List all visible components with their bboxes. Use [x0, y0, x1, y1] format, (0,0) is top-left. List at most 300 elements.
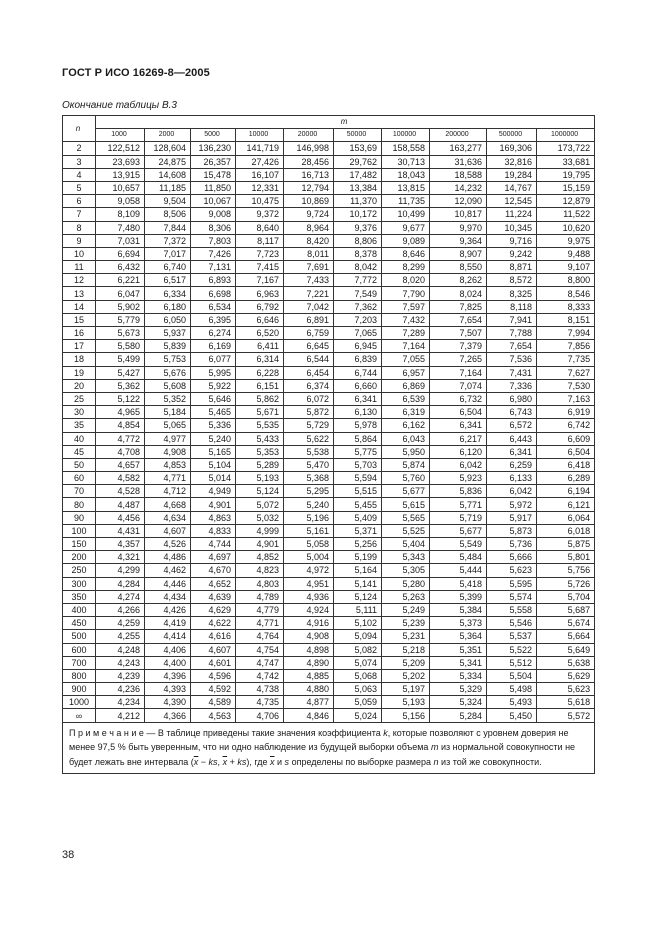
value-cell: 4,738	[236, 683, 284, 696]
table-row	[63, 683, 595, 696]
value-cell: 7,856	[537, 340, 595, 353]
value-cell: 5,801	[537, 551, 595, 564]
value-cell: 12,090	[430, 195, 487, 208]
n-cell: 4	[63, 168, 96, 181]
value-cell: 5,676	[145, 366, 191, 379]
n-cell: 5	[63, 181, 96, 194]
value-cell: 6,869	[382, 379, 430, 392]
value-cell: 6,018	[537, 524, 595, 537]
value-cell: 5,074	[334, 656, 382, 669]
value-cell: 9,242	[487, 247, 537, 260]
value-cell: 5,156	[382, 709, 430, 722]
m-value-header: 20000	[284, 129, 334, 142]
value-cell: 136,230	[191, 142, 236, 155]
value-cell: 4,607	[145, 524, 191, 537]
value-cell: 5,902	[96, 300, 145, 313]
value-cell: 7,017	[145, 247, 191, 260]
value-cell: 5,373	[430, 617, 487, 630]
value-cell: 9,716	[487, 234, 537, 247]
table-row	[63, 656, 595, 669]
value-cell: 6,064	[537, 511, 595, 524]
value-cell: 29,762	[334, 155, 382, 168]
value-cell: 6,645	[284, 340, 334, 353]
n-cell: 450	[63, 617, 96, 630]
table-row	[63, 590, 595, 603]
value-cell: 5,470	[284, 458, 334, 471]
value-cell: 5,184	[145, 406, 191, 419]
tolerance-factor-table	[62, 115, 595, 774]
value-cell: 9,107	[537, 261, 595, 274]
value-cell: 4,890	[284, 656, 334, 669]
value-cell: 7,431	[487, 366, 537, 379]
note-ks-2: ks	[237, 756, 247, 767]
value-cell: 5,249	[382, 603, 430, 616]
n-cell: 12	[63, 274, 96, 287]
value-cell: 4,634	[145, 511, 191, 524]
value-cell: 5,364	[430, 630, 487, 643]
table-row	[63, 300, 595, 313]
note-minus: −	[198, 756, 209, 767]
table-row	[63, 538, 595, 551]
value-cell: 5,202	[382, 669, 430, 682]
n-cell: 16	[63, 327, 96, 340]
value-cell: 4,936	[284, 590, 334, 603]
value-cell: 5,289	[236, 458, 284, 471]
note-part3: определены по выборке размера	[291, 756, 431, 767]
value-cell: 4,854	[96, 419, 145, 432]
value-cell: 7,289	[382, 327, 430, 340]
value-cell: 4,434	[145, 590, 191, 603]
n-cell: 13	[63, 287, 96, 300]
value-cell: 4,462	[145, 564, 191, 577]
note-xbar-2: $\overline{x}$	[222, 756, 228, 767]
value-cell: 5,032	[236, 511, 284, 524]
value-cell: 7,074	[430, 379, 487, 392]
table-row	[63, 445, 595, 458]
value-cell: 5,193	[236, 472, 284, 485]
value-cell: 5,329	[430, 683, 487, 696]
value-cell: 7,507	[430, 327, 487, 340]
value-cell: 5,565	[382, 511, 430, 524]
value-cell: 5,193	[382, 696, 430, 709]
value-cell: 4,284	[96, 577, 145, 590]
table-head	[63, 116, 595, 142]
value-cell: 5,546	[487, 617, 537, 630]
value-cell: 17,482	[334, 168, 382, 181]
value-cell: 5,756	[537, 564, 595, 577]
note-part2: из нормальной совокупности не будет лежать вне интервала (	[69, 742, 576, 767]
table-row	[63, 511, 595, 524]
value-cell: 7,164	[430, 366, 487, 379]
value-cell: 5,384	[430, 603, 487, 616]
value-cell: 5,065	[145, 419, 191, 432]
value-cell: 6,217	[430, 432, 487, 445]
value-cell: 7,164	[382, 340, 430, 353]
n-cell: 11	[63, 261, 96, 274]
value-cell: 5,504	[487, 669, 537, 682]
n-cell: 60	[63, 472, 96, 485]
m-value-header: 50000	[334, 129, 382, 142]
m-values-header-row	[63, 129, 595, 142]
table-row	[63, 709, 595, 722]
table-row	[63, 181, 595, 194]
n-cell: 900	[63, 683, 96, 696]
value-cell: 6,504	[537, 445, 595, 458]
value-cell: 16,713	[284, 168, 334, 181]
value-cell: 5,864	[334, 432, 382, 445]
value-cell: 153,69	[334, 142, 382, 155]
value-cell: 7,167	[236, 274, 284, 287]
table-row	[63, 366, 595, 379]
value-cell: 11,850	[191, 181, 236, 194]
table-row	[63, 155, 595, 168]
value-cell: 18,043	[382, 168, 430, 181]
n-cell: 40	[63, 432, 96, 445]
value-cell: 8,011	[284, 247, 334, 260]
value-cell: 5,256	[334, 538, 382, 551]
value-cell: 4,898	[284, 643, 334, 656]
value-cell: 7,432	[382, 313, 430, 326]
table-row	[63, 340, 595, 353]
value-cell: 6,443	[487, 432, 537, 445]
value-cell: 7,203	[334, 313, 382, 326]
value-cell: 5,465	[191, 406, 236, 419]
value-cell: 8,262	[430, 274, 487, 287]
value-cell: 6,963	[236, 287, 284, 300]
value-cell: 5,753	[145, 353, 191, 366]
value-cell: 4,431	[96, 524, 145, 537]
value-cell: 6,919	[537, 406, 595, 419]
value-cell: 6,228	[236, 366, 284, 379]
value-cell: 6,130	[334, 406, 382, 419]
value-cell: 6,534	[191, 300, 236, 313]
value-cell: 5,450	[487, 709, 537, 722]
value-cell: 7,131	[191, 261, 236, 274]
value-cell: 4,972	[284, 564, 334, 577]
value-cell: 10,172	[334, 208, 382, 221]
n-cell: 2	[63, 142, 96, 155]
value-cell: 6,162	[382, 419, 430, 432]
value-cell: 6,891	[284, 313, 334, 326]
value-cell: 4,419	[145, 617, 191, 630]
value-cell: 5,014	[191, 472, 236, 485]
value-cell: 8,871	[487, 261, 537, 274]
value-cell: 4,589	[191, 696, 236, 709]
value-cell: 5,595	[487, 577, 537, 590]
value-cell: 4,266	[96, 603, 145, 616]
value-cell: 7,372	[145, 234, 191, 247]
value-cell: 163,277	[430, 142, 487, 155]
value-cell: 4,885	[284, 669, 334, 682]
value-cell: 7,790	[382, 287, 430, 300]
value-cell: 5,677	[382, 485, 430, 498]
note-part1: , которые позволяют с уровнем доверия не менее 97,5 % быть уверенным, что ни одно наблюдение из будущей выборки объема	[69, 727, 569, 753]
value-cell: 10,817	[430, 208, 487, 221]
value-cell: 5,239	[382, 617, 430, 630]
n-cell: 350	[63, 590, 96, 603]
document-id-header: ГОСТ Р ИСО 16269-8—2005	[62, 67, 210, 79]
table-row	[63, 498, 595, 511]
value-cell: 5,295	[284, 485, 334, 498]
value-cell: 6,151	[236, 379, 284, 392]
value-cell: 5,368	[284, 472, 334, 485]
value-cell: 12,331	[236, 181, 284, 194]
value-cell: 7,549	[334, 287, 382, 300]
note-xbar-1: $\overline{x}$	[193, 756, 199, 767]
value-cell: 7,426	[191, 247, 236, 260]
value-cell: 6,609	[537, 432, 595, 445]
value-cell: 8,640	[236, 221, 284, 234]
table-note-row	[63, 722, 595, 774]
value-cell: 5,455	[334, 498, 382, 511]
value-cell: 5,371	[334, 524, 382, 537]
value-cell: 5,674	[537, 617, 595, 630]
m-value-header: 1000000	[537, 129, 595, 142]
value-cell: 5,623	[487, 564, 537, 577]
value-cell: 27,426	[236, 155, 284, 168]
value-cell: 13,815	[382, 181, 430, 194]
value-cell: 4,744	[191, 538, 236, 551]
value-cell: 5,068	[334, 669, 382, 682]
note-xbar-3: $\overline{x}$	[269, 756, 275, 767]
value-cell: 4,772	[96, 432, 145, 445]
value-cell: 6,120	[430, 445, 487, 458]
value-cell: 8,806	[334, 234, 382, 247]
table-row	[63, 313, 595, 326]
value-cell: 7,265	[430, 353, 487, 366]
value-cell: 5,351	[430, 643, 487, 656]
n-cell: 250	[63, 564, 96, 577]
table-row	[63, 247, 595, 260]
m-value-header: 100000	[382, 129, 430, 142]
value-cell: 6,289	[537, 472, 595, 485]
value-cell: 5,836	[430, 485, 487, 498]
value-cell: 7,941	[487, 313, 537, 326]
value-cell: 173,722	[537, 142, 595, 155]
value-cell: 5,427	[96, 366, 145, 379]
table-row	[63, 419, 595, 432]
value-cell: 4,406	[145, 643, 191, 656]
value-cell: 9,488	[537, 247, 595, 260]
n-cell: 18	[63, 353, 96, 366]
value-cell: 5,537	[487, 630, 537, 643]
value-cell: 5,687	[537, 603, 595, 616]
table-row	[63, 458, 595, 471]
value-cell: 6,050	[145, 313, 191, 326]
value-cell: 5,538	[284, 445, 334, 458]
value-cell: 7,055	[382, 353, 430, 366]
value-cell: 9,089	[382, 234, 430, 247]
value-cell: 4,823	[236, 564, 284, 577]
value-cell: 6,759	[284, 327, 334, 340]
value-cell: 5,124	[236, 485, 284, 498]
value-cell: 6,418	[537, 458, 595, 471]
value-cell: 32,816	[487, 155, 537, 168]
value-cell: 5,995	[191, 366, 236, 379]
value-cell: 7,530	[537, 379, 595, 392]
value-cell: 128,604	[145, 142, 191, 155]
value-cell: 7,788	[487, 327, 537, 340]
value-cell: 5,664	[537, 630, 595, 643]
note-and: и	[277, 756, 283, 767]
value-cell: 5,280	[382, 577, 430, 590]
value-cell: 5,399	[430, 590, 487, 603]
m-value-header: 200000	[430, 129, 487, 142]
value-cell: 7,735	[537, 353, 595, 366]
value-cell: 10,869	[284, 195, 334, 208]
value-cell: 5,498	[487, 683, 537, 696]
table-row	[63, 577, 595, 590]
n-cell: 9	[63, 234, 96, 247]
value-cell: 6,042	[430, 458, 487, 471]
value-cell: 33,681	[537, 155, 595, 168]
value-cell: 4,951	[284, 577, 334, 590]
value-cell: 5,336	[191, 419, 236, 432]
value-cell: 4,255	[96, 630, 145, 643]
value-cell: 7,772	[334, 274, 382, 287]
value-cell: 4,924	[284, 603, 334, 616]
n-cell: 150	[63, 538, 96, 551]
value-cell: 5,444	[430, 564, 487, 577]
value-cell: 6,169	[191, 340, 236, 353]
value-cell: 6,077	[191, 353, 236, 366]
value-cell: 5,165	[191, 445, 236, 458]
value-cell: 8,299	[382, 261, 430, 274]
value-cell: 11,370	[334, 195, 382, 208]
value-cell: 6,374	[284, 379, 334, 392]
value-cell: 6,744	[334, 366, 382, 379]
value-cell: 8,506	[145, 208, 191, 221]
n-cell: 7	[63, 208, 96, 221]
value-cell: 5,622	[284, 432, 334, 445]
value-cell: 4,526	[145, 538, 191, 551]
value-cell: 9,975	[537, 234, 595, 247]
value-cell: 4,601	[191, 656, 236, 669]
value-cell: 5,873	[487, 524, 537, 537]
value-cell: 10,657	[96, 181, 145, 194]
value-cell: 10,620	[537, 221, 595, 234]
value-cell: 4,754	[236, 643, 284, 656]
value-cell: 4,414	[145, 630, 191, 643]
value-cell: 5,703	[334, 458, 382, 471]
value-cell: 5,004	[284, 551, 334, 564]
value-cell: 8,378	[334, 247, 382, 260]
value-cell: 10,499	[382, 208, 430, 221]
value-cell: 4,486	[145, 551, 191, 564]
table-row	[63, 353, 595, 366]
value-cell: 5,231	[382, 630, 430, 643]
value-cell: 4,901	[191, 498, 236, 511]
value-cell: 6,572	[487, 419, 537, 432]
value-cell: 5,341	[430, 656, 487, 669]
value-cell: 6,341	[487, 445, 537, 458]
value-cell: 5,671	[236, 406, 284, 419]
value-cell: 4,239	[96, 669, 145, 682]
value-cell: 11,224	[487, 208, 537, 221]
value-cell: 4,916	[284, 617, 334, 630]
value-cell: 15,478	[191, 168, 236, 181]
value-cell: 4,949	[191, 485, 236, 498]
value-cell: 26,357	[191, 155, 236, 168]
value-cell: 24,875	[145, 155, 191, 168]
value-cell: 6,274	[191, 327, 236, 340]
table-row	[63, 195, 595, 208]
table-row	[63, 234, 595, 247]
value-cell: 5,666	[487, 551, 537, 564]
data-table-container	[62, 115, 594, 774]
value-cell: 5,111	[334, 603, 382, 616]
note-k: k	[383, 727, 388, 738]
value-cell: 9,677	[382, 221, 430, 234]
note-s: s	[284, 756, 290, 767]
value-cell: 12,794	[284, 181, 334, 194]
value-cell: 6,072	[284, 392, 334, 405]
value-cell: 5,343	[382, 551, 430, 564]
value-cell: 31,636	[430, 155, 487, 168]
value-cell: 15,159	[537, 181, 595, 194]
value-cell: 8,020	[382, 274, 430, 287]
value-cell: 4,582	[96, 472, 145, 485]
table-row	[63, 287, 595, 300]
value-cell: 5,629	[537, 669, 595, 682]
value-cell: 5,104	[191, 458, 236, 471]
n-cell: 15	[63, 313, 96, 326]
value-cell: 7,362	[334, 300, 382, 313]
value-cell: 5,779	[96, 313, 145, 326]
value-cell: 5,240	[284, 498, 334, 511]
value-cell: 4,877	[284, 696, 334, 709]
value-cell: 7,654	[487, 340, 537, 353]
n-cell: 10	[63, 247, 96, 260]
value-cell: 5,512	[487, 656, 537, 669]
n-cell: 800	[63, 669, 96, 682]
value-cell: 6,732	[430, 392, 487, 405]
value-cell: 9,364	[430, 234, 487, 247]
value-cell: 5,141	[334, 577, 382, 590]
value-cell: 5,572	[537, 709, 595, 722]
value-cell: 7,723	[236, 247, 284, 260]
value-cell: 9,372	[236, 208, 284, 221]
value-cell: 10,067	[191, 195, 236, 208]
n-cell: 90	[63, 511, 96, 524]
value-cell: 5,923	[430, 472, 487, 485]
n-cell: 30	[63, 406, 96, 419]
value-cell: 14,767	[487, 181, 537, 194]
value-cell: 4,708	[96, 445, 145, 458]
value-cell: 4,563	[191, 709, 236, 722]
value-cell: 4,259	[96, 617, 145, 630]
value-cell: 5,024	[334, 709, 382, 722]
value-cell: 9,970	[430, 221, 487, 234]
value-cell: 5,839	[145, 340, 191, 353]
m-value-header: 2000	[145, 129, 191, 142]
note-plus: +	[227, 756, 238, 767]
value-cell: 7,654	[430, 313, 487, 326]
note-comma: ,	[217, 756, 221, 767]
value-cell: 7,691	[284, 261, 334, 274]
value-cell: 8,964	[284, 221, 334, 234]
note-part4: из той же совокупности.	[441, 756, 542, 767]
m-value-header: 1000	[96, 129, 145, 142]
value-cell: 6,395	[191, 313, 236, 326]
value-cell: 4,908	[284, 630, 334, 643]
value-cell: 5,072	[236, 498, 284, 511]
value-cell: 4,747	[236, 656, 284, 669]
value-cell: 4,880	[284, 683, 334, 696]
value-cell: 4,706	[236, 709, 284, 722]
value-cell: 4,299	[96, 564, 145, 577]
table-note	[63, 722, 595, 774]
